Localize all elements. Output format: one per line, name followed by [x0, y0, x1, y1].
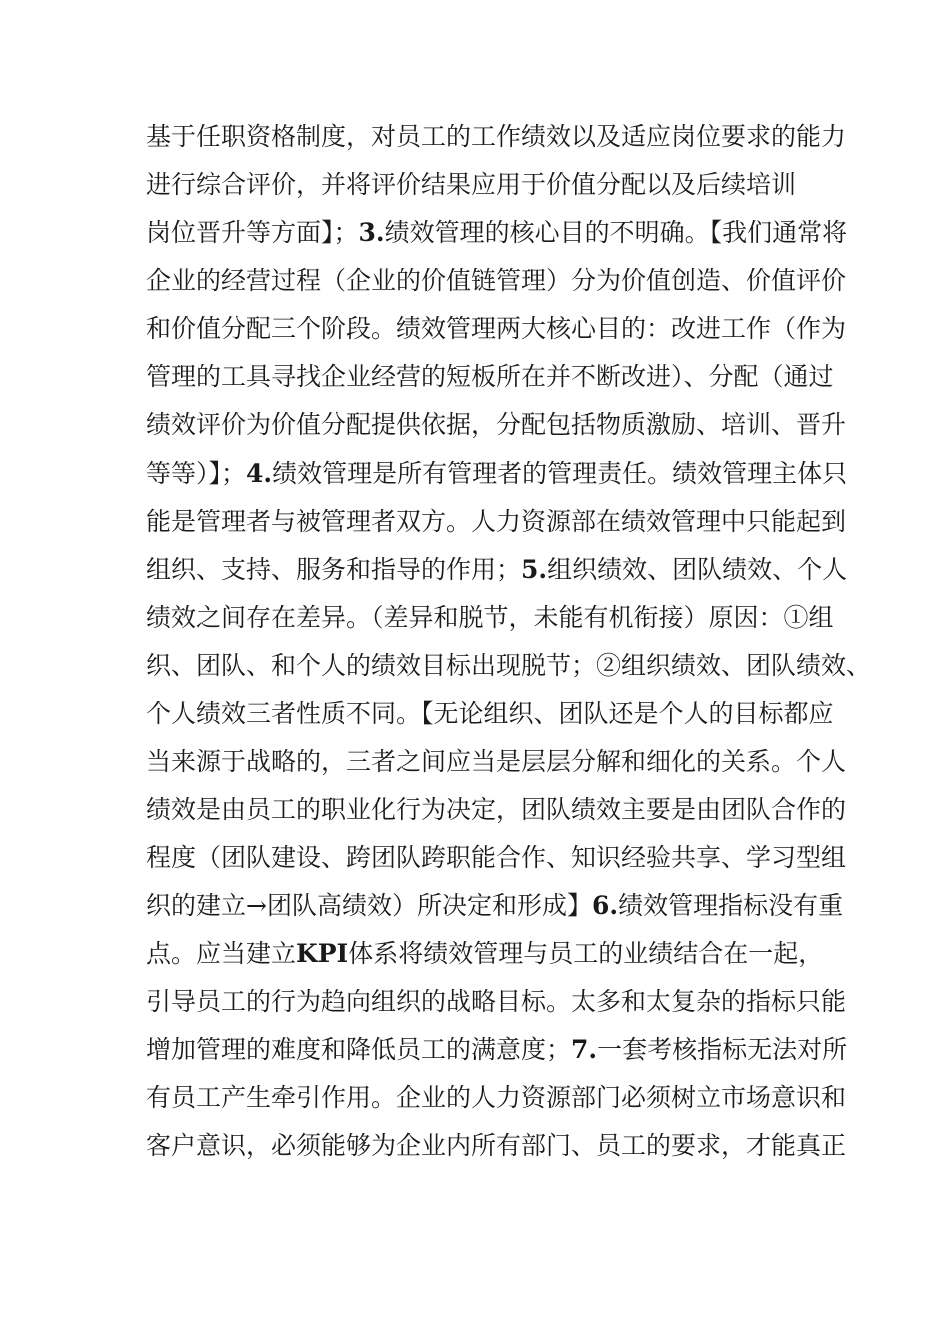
text-line: 等等）】；4.绩效管理是所有管理者的管理责任。绩效管理主体只: [146, 459, 848, 488]
text-line: 程度（团队建设、跨团队跨职能合作、知识经验共享、学习型组: [146, 843, 847, 872]
text-line: 岗位晋升等方面】；3.绩效管理的核心目的不明确。【我们通常将: [146, 218, 848, 247]
text-line: 绩效评价为价值分配提供依据，分配包括物质激励、培训、晋升: [146, 410, 847, 439]
text-line: 和价值分配三个阶段。绩效管理两大核心目的：改进工作（作为: [146, 314, 847, 343]
text-line: 织的建立→团队高绩效）所决定和形成】6.绩效管理指标没有重: [146, 891, 844, 920]
text-line: 企业的经营过程（企业的价值链管理）分为价值创造、价值评价: [146, 266, 847, 295]
text-line: 基于任职资格制度，对员工的工作绩效以及适应岗位要求的能力: [146, 122, 847, 151]
text-line: 个人绩效三者性质不同。【无论组织、团队还是个人的目标都应: [146, 699, 834, 728]
text-line: 管理的工具寻找企业经营的短板所在并不断改进）、分配（通过: [146, 362, 834, 391]
text-line: 织、团队、和个人的绩效目标出现脱节；②组织绩效、团队绩效、: [146, 651, 872, 680]
text-line: 绩效之间存在差异。（差异和脱节，未能有机衔接）原因：①组: [146, 603, 834, 632]
text-line: 增加管理的难度和降低员工的满意度；7.一套考核指标无法对所: [146, 1035, 848, 1064]
text-line: 点。应当建立KPI体系将绩效管理与员工的业绩结合在一起，: [146, 939, 824, 968]
text-line: 当来源于战略的，三者之间应当是层层分解和细化的关系。个人: [146, 747, 847, 776]
text-line: 引导员工的行为趋向组织的战略目标。太多和太复杂的指标只能: [146, 987, 847, 1016]
text-line: 进行综合评价，并将评价结果应用于价值分配以及后续培训: [146, 170, 797, 199]
text-line: 绩效是由员工的职业化行为决定，团队绩效主要是由团队合作的: [146, 795, 847, 824]
text-line: 能是管理者与被管理者双方。人力资源部在绩效管理中只能起到: [146, 507, 847, 536]
text-line: 客户意识，必须能够为企业内所有部门、员工的要求，才能真正: [146, 1131, 847, 1160]
text-line: 组织、支持、服务和指导的作用；5.组织绩效、团队绩效、个人: [146, 555, 848, 584]
text-line: 有员工产生牵引作用。企业的人力资源部门必须树立市场意识和: [146, 1083, 847, 1112]
